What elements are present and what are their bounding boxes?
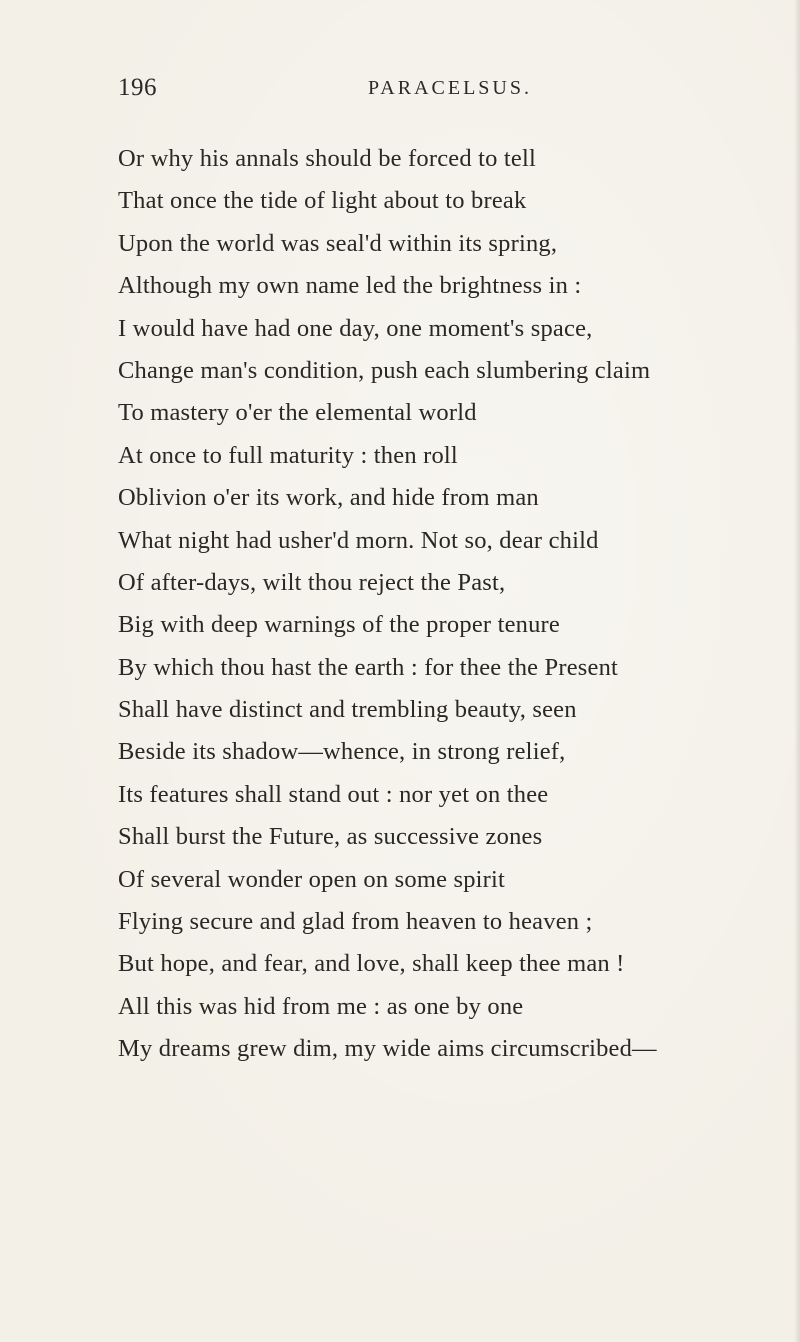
poem-line: Or why his annals should be forced to tell xyxy=(118,145,537,172)
poem-line: Its features shall stand out : nor yet on thee xyxy=(118,780,549,808)
poem-line: I would have had one day, one moment's space, xyxy=(118,314,593,342)
poem-line: Shall have distinct and trembling beauty, seen xyxy=(118,696,577,724)
poem-line: Flying secure and glad from heaven to heaven ; xyxy=(118,908,593,936)
poem-line: Of after-days, wilt thou reject the Past, xyxy=(118,568,506,596)
poem-line: Big with deep warnings of the proper tenure xyxy=(118,611,560,639)
poem-line: My dreams grew dim, my wide aims circumscribed— xyxy=(118,1035,657,1063)
poem-line: Shall burst the Future, as successive zones xyxy=(118,823,543,851)
poem-line: That once the tide of light about to break xyxy=(118,187,527,215)
poem-line: All this was hid from me : as one by one xyxy=(118,992,524,1020)
poem-line: But hope, and fear, and love, shall keep thee man ! xyxy=(118,950,625,978)
poem-line: Upon the world was seal'd within its spring, xyxy=(118,229,558,257)
poem-text xyxy=(118,138,778,1071)
poem-line: Beside its shadow—whence, in strong relief, xyxy=(118,738,566,766)
running-head xyxy=(118,74,678,106)
poem-line: Although my own name led the brightness in : xyxy=(118,272,582,300)
running-title: PARACELSUS. xyxy=(368,77,532,99)
poem-line: By which thou hast the earth : for thee the Present xyxy=(118,653,619,681)
page-number: 196 xyxy=(118,74,157,101)
poem-line: What night had usher'd morn. Not so, dear child xyxy=(118,526,599,554)
page-edge-shadow xyxy=(794,0,800,1342)
poem-line: Change man's condition, push each slumbering claim xyxy=(118,356,651,384)
poem-line: Oblivion o'er its work, and hide from man xyxy=(118,484,539,512)
poem-line: Of several wonder open on some spirit xyxy=(118,865,506,893)
poem-line: To mastery o'er the elemental world xyxy=(118,399,477,427)
poem-line: At once to full maturity : then roll xyxy=(118,441,458,469)
